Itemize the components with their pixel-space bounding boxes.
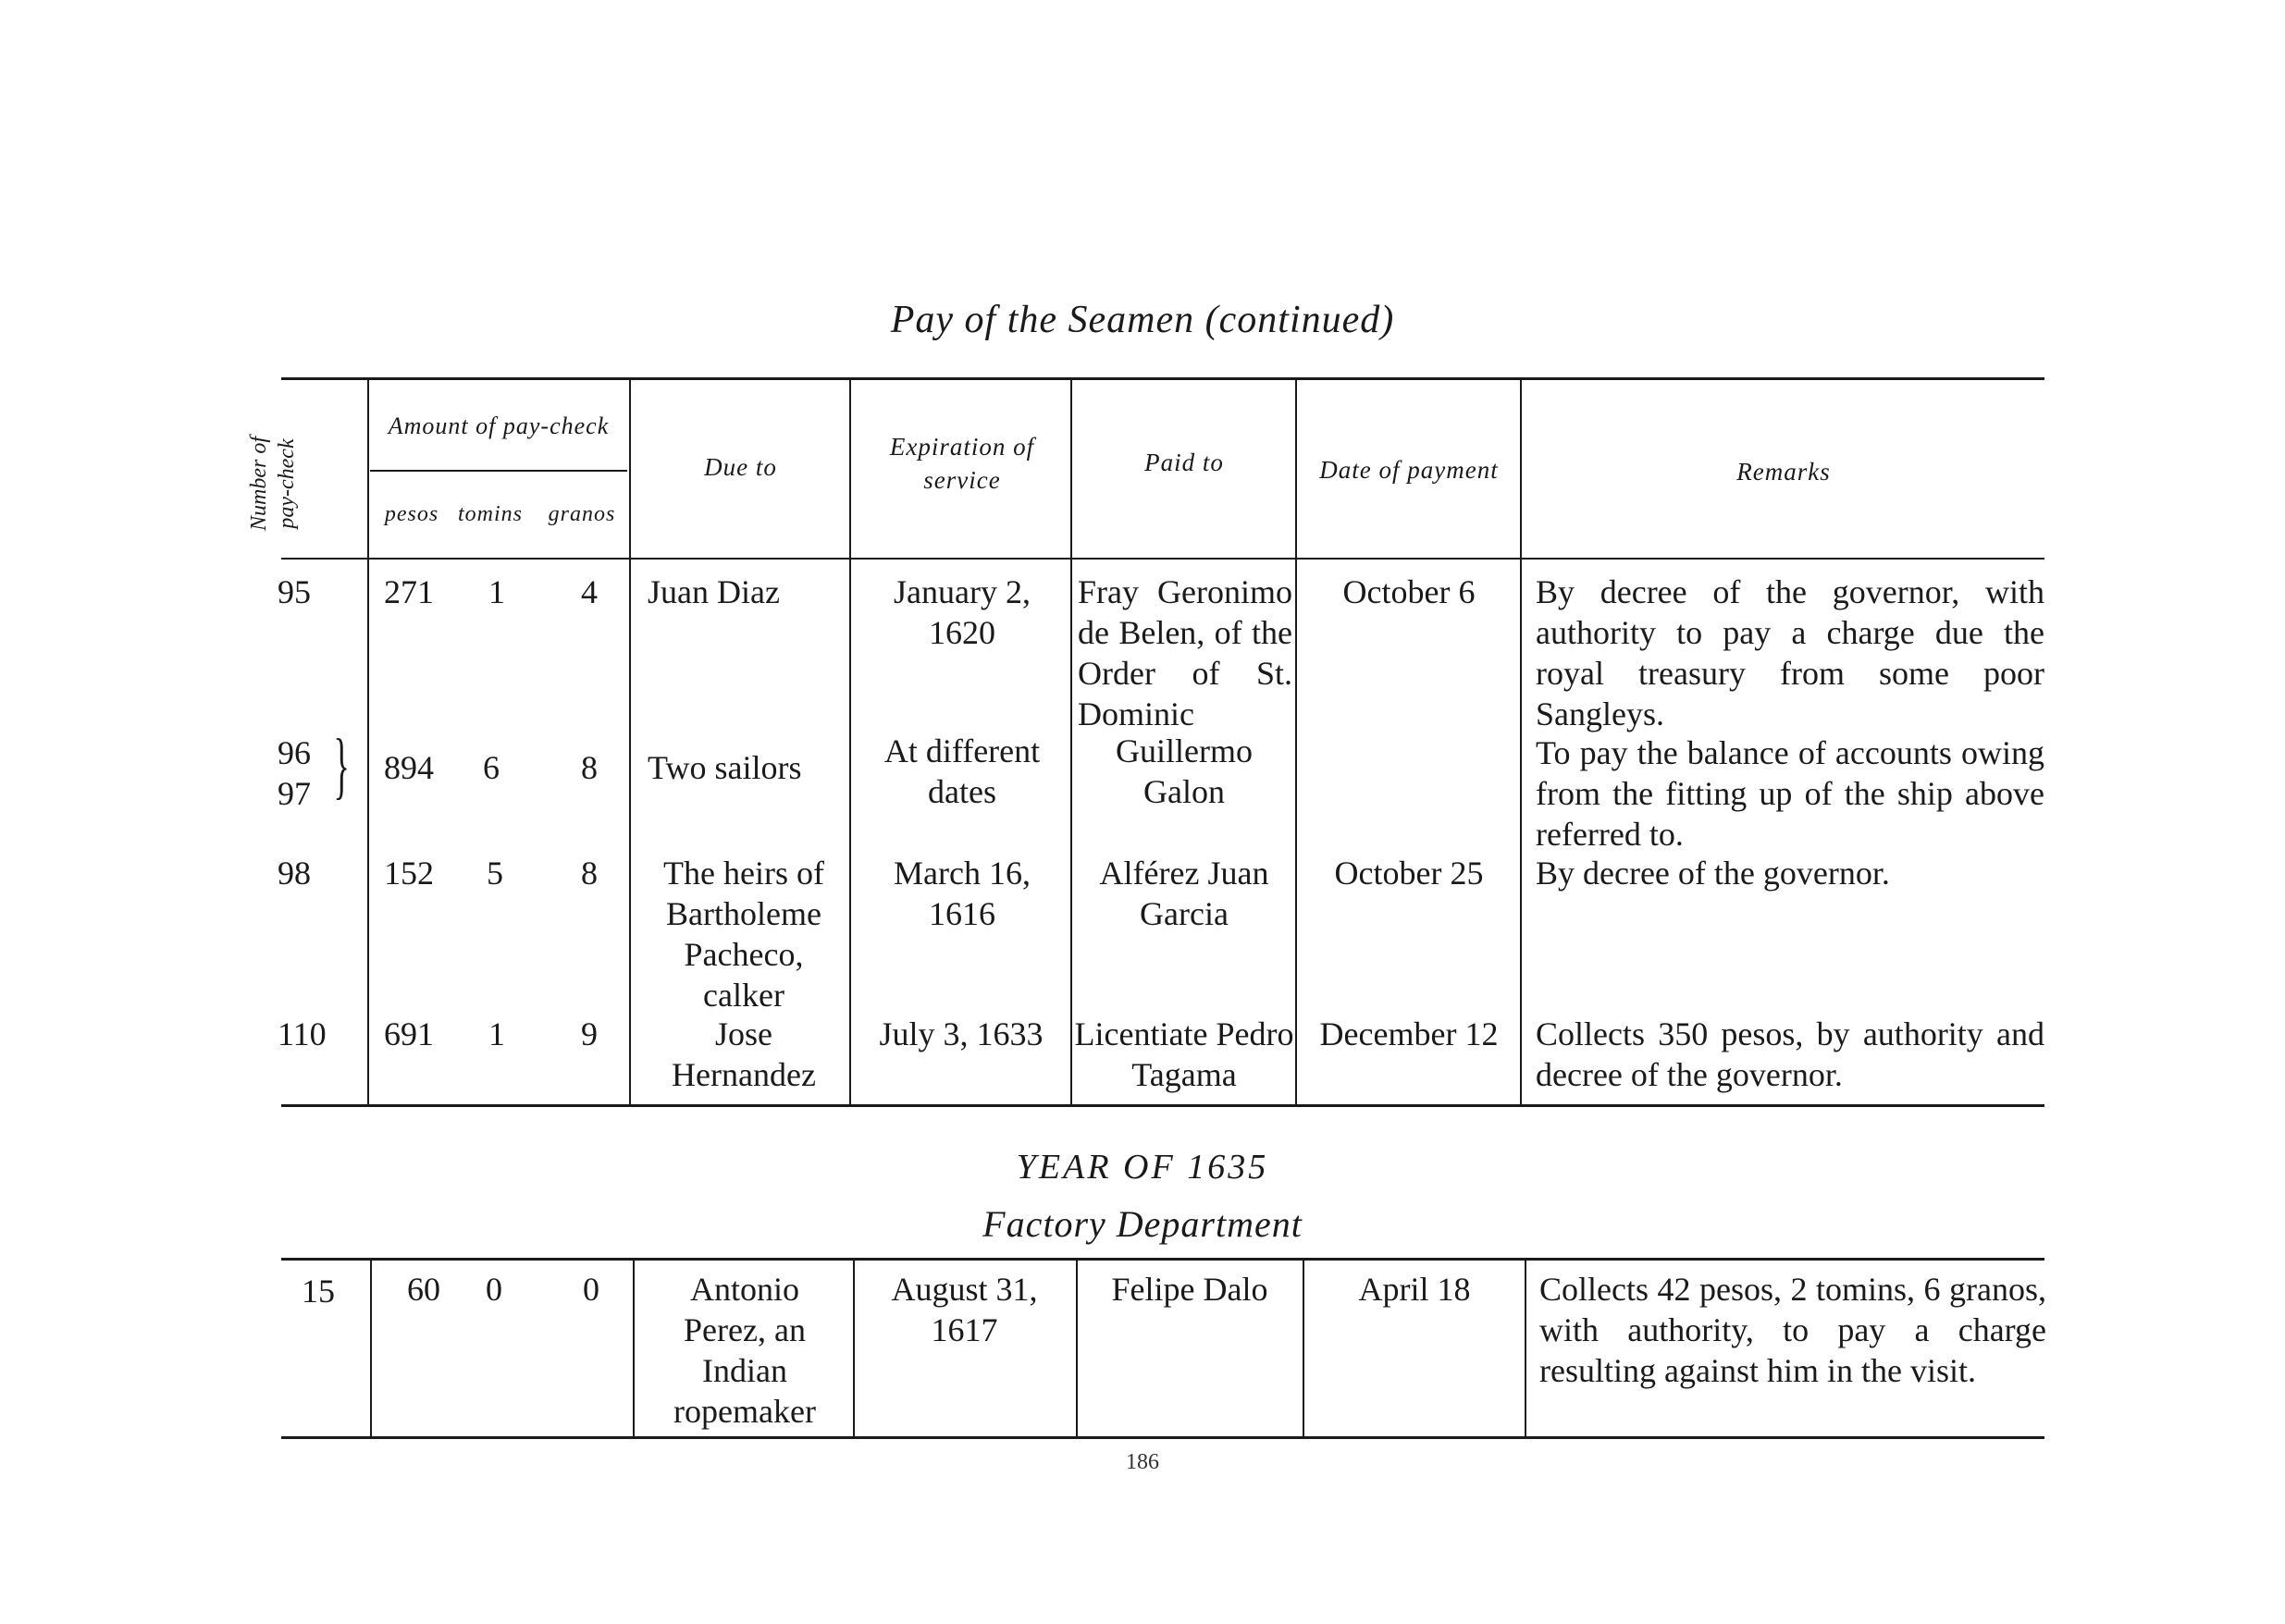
row-96-number: 96 (278, 734, 311, 771)
row-110-granos: 9 (581, 1015, 598, 1052)
row-110-due-to: Jose Hernandez (672, 1015, 816, 1093)
row-96-granos: 8 (581, 749, 598, 786)
header-paid-to: Paid to (1144, 449, 1224, 476)
row-98-tomins: 5 (487, 855, 503, 892)
row-95-granos: 4 (581, 573, 598, 610)
row-97-number: 97 (278, 775, 311, 812)
factory-row-number: 15 (302, 1273, 335, 1310)
factory-bottom-rule (281, 1436, 2044, 1439)
column-divider (1525, 1260, 1526, 1436)
column-divider (633, 1260, 635, 1436)
header-tomins: tomins (457, 502, 523, 526)
row-110-number: 110 (278, 1015, 327, 1052)
row-110-tomins: 1 (488, 1015, 505, 1052)
header-due-to: Due to (704, 453, 777, 481)
row-110-date: December 12 (1319, 1015, 1499, 1052)
row-95-remarks: By decree of the governor, with authority to pay a charge due the royal treasury from some poor Sangleys. (1536, 573, 2044, 732)
factory-row-due-to: Antonio Perez, an Indian ropemaker (673, 1271, 816, 1430)
row-98-number: 98 (278, 855, 311, 892)
column-divider (853, 1260, 855, 1436)
row-96-due-to: Two sailors (648, 749, 802, 786)
factory-row-date: April 18 (1358, 1271, 1471, 1308)
factory-row-remarks: Collects 42 pesos, 2 tomins, 6 granos, with authority, to pay a charge resulting against him in the visit. (1539, 1271, 2046, 1389)
row-96-pesos: 894 (384, 749, 434, 786)
column-divider (370, 1260, 372, 1436)
header-expiration-of-service: Expiration of service (889, 433, 1035, 494)
row-96-tomins: 6 (483, 749, 500, 786)
row-98-paid-to: Alférez Juan Garcia (1099, 855, 1269, 932)
row-98-expiration: March 16, 1616 (894, 855, 1031, 932)
row-95-expiration: January 2, 1620 (894, 573, 1031, 651)
row-98-remarks: By decree of the governor. (1536, 855, 1890, 892)
factory-row-granos: 0 (583, 1271, 599, 1308)
column-divider (1295, 379, 1297, 1104)
row-110-expiration: July 3, 1633 (879, 1015, 1044, 1052)
row-110-pesos: 691 (384, 1015, 434, 1052)
factory-row-tomins: 0 (486, 1271, 502, 1308)
header-amount-of-pay-check: Amount of pay-check (388, 412, 610, 439)
column-divider (1076, 1260, 1078, 1436)
page-title: Pay of the Seamen (continued) (890, 299, 1395, 341)
amount-subheader-rule (370, 470, 627, 472)
row-96-expiration: At different dates (883, 732, 1041, 810)
column-divider (1070, 379, 1072, 1104)
row-96-paid-to: Guillermo Galon (1116, 732, 1253, 810)
year-heading: YEAR OF 1635 (1016, 1148, 1269, 1187)
header-granos: granos (548, 502, 616, 526)
table-bottom-rule (281, 1104, 2044, 1107)
header-number-of-pay-check: Number of pay-check (247, 437, 299, 531)
row-95-due-to: Juan Diaz (648, 573, 780, 610)
row-98-pesos: 152 (384, 855, 434, 892)
row-95-pesos: 271 (384, 573, 434, 610)
header-remarks: Remarks (1736, 458, 1831, 486)
header-pesos: pesos (384, 502, 439, 526)
row-95-date: October 6 (1342, 573, 1476, 610)
header-date-of-payment: Date of payment (1319, 456, 1499, 484)
header-bottom-rule (281, 558, 2044, 560)
column-divider (367, 379, 369, 1104)
row-96-97-brace: } (333, 725, 350, 806)
factory-top-rule (281, 1258, 2044, 1261)
row-95-tomins: 1 (488, 573, 505, 610)
page-number: 186 (1126, 1450, 1159, 1474)
factory-row-pesos: 60 (407, 1271, 440, 1308)
row-110-remarks: Collects 350 pesos, by authority and decree of the governor. (1536, 1015, 2044, 1093)
row-95-paid-to: Fray Geronimo de Belen, of the Order of St. Dominic (1078, 573, 1292, 732)
department-heading: Factory Department (982, 1203, 1303, 1245)
column-divider (629, 379, 631, 1104)
row-110-paid-to: Licentiate Pedro Tagama (1074, 1015, 1294, 1093)
column-divider (849, 379, 851, 1104)
row-95-number: 95 (278, 573, 311, 610)
table-top-rule (281, 377, 2044, 380)
row-98-granos: 8 (581, 855, 598, 892)
row-98-date: October 25 (1334, 855, 1484, 892)
factory-row-expiration: August 31, 1617 (891, 1271, 1038, 1348)
row-96-remarks: To pay the balance of accounts owing from the fitting up of the ship above referred to. (1536, 734, 2044, 853)
row-98-due-to: The heirs of Bartholeme Pacheco, calker (663, 855, 824, 1014)
factory-row-paid-to: Felipe Dalo (1111, 1271, 1268, 1308)
column-divider (1520, 379, 1522, 1104)
